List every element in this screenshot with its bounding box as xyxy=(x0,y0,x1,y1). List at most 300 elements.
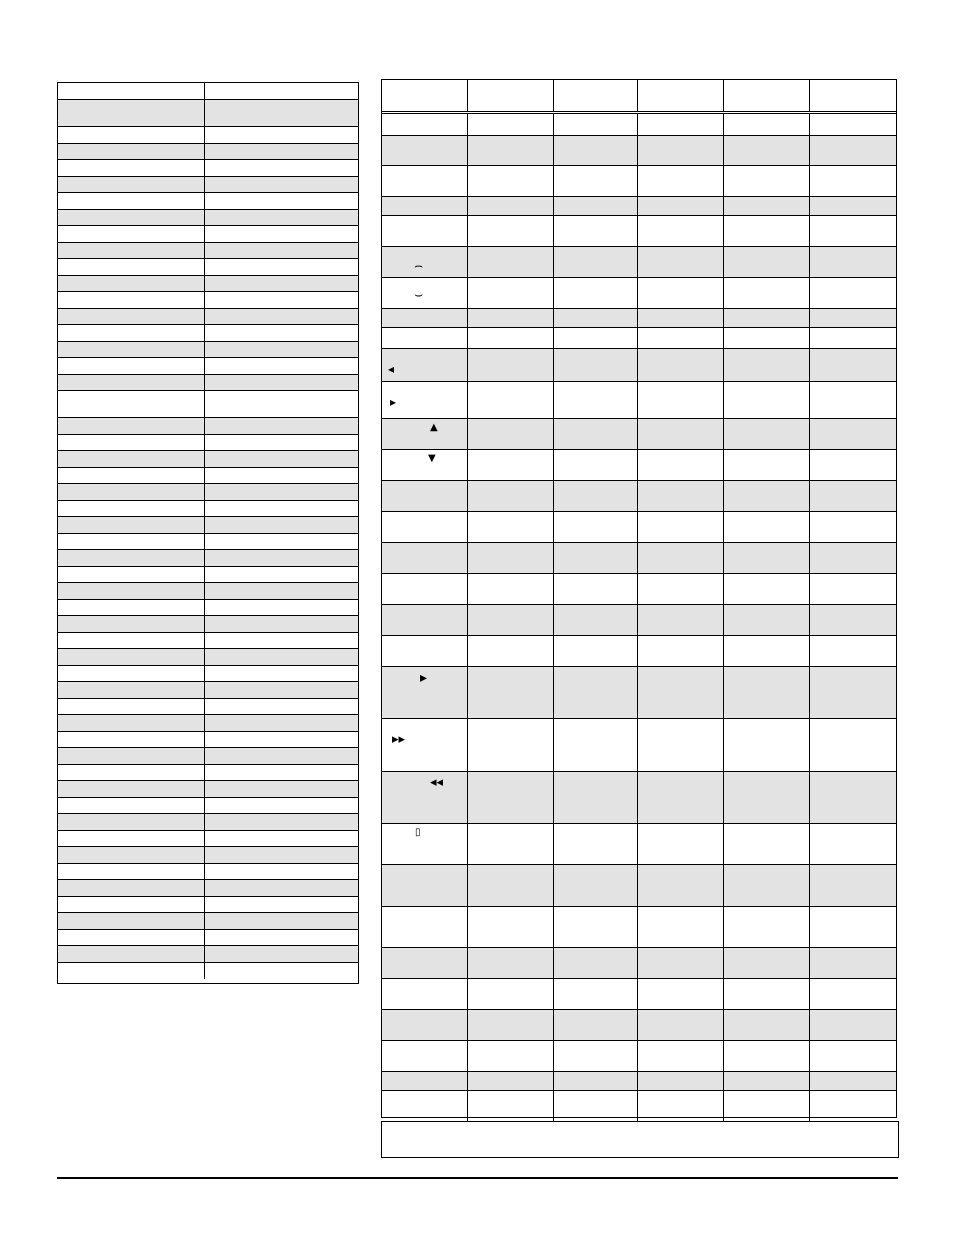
right-table-cell xyxy=(810,772,895,823)
right-table-header-cell xyxy=(638,80,724,111)
right-table-cell xyxy=(554,450,638,480)
left-table-value-cell xyxy=(205,210,358,225)
right-table-cell xyxy=(724,1010,810,1040)
right-table-cell xyxy=(554,772,638,823)
right-table-cell xyxy=(554,114,638,135)
right-table-cell xyxy=(382,1091,468,1121)
right-table-cell xyxy=(724,772,810,823)
right-table-row xyxy=(382,605,896,636)
right-table-row xyxy=(382,114,896,136)
left-table-code-cell xyxy=(58,633,205,648)
left-table-row xyxy=(58,699,358,715)
right-table-cell xyxy=(638,278,724,308)
right-table-cell xyxy=(638,772,724,823)
right-table-cell xyxy=(638,114,724,135)
right-table-cell xyxy=(724,1091,810,1121)
right-table-row xyxy=(382,719,896,772)
left-table-row xyxy=(58,292,358,309)
right-table-cell xyxy=(638,247,724,277)
left-table-row xyxy=(58,633,358,649)
left-table-code-cell xyxy=(58,946,205,962)
left-table-value-cell xyxy=(205,682,358,698)
left-table-value-cell xyxy=(205,666,358,681)
right-table-cell xyxy=(468,1041,554,1071)
right-table-cell xyxy=(638,1041,724,1071)
left-table-value-cell xyxy=(205,913,358,929)
left-table-value-cell xyxy=(205,930,358,945)
right-table-cell xyxy=(638,1072,724,1090)
left-table-row xyxy=(58,666,358,682)
right-table-cell xyxy=(724,605,810,635)
right-table-cell xyxy=(724,865,810,906)
left-table-code-cell xyxy=(58,468,205,483)
right-table-cell xyxy=(810,824,895,864)
left-table-code-cell xyxy=(58,342,205,357)
right-table-row xyxy=(382,450,896,481)
right-table-cell xyxy=(468,349,554,381)
left-table-value-cell xyxy=(205,831,358,846)
right-table-cell xyxy=(724,481,810,511)
left-table-value-cell xyxy=(205,798,358,813)
left-table-code-cell xyxy=(58,517,205,533)
left-table-code-cell xyxy=(58,177,205,192)
right-table-cell xyxy=(382,948,468,978)
left-table-code-cell xyxy=(58,699,205,714)
left-table-code-cell xyxy=(58,765,205,780)
right-table-cell xyxy=(810,907,895,947)
right-table-row xyxy=(382,349,896,382)
left-table-value-cell xyxy=(205,567,358,582)
right-table-cell xyxy=(554,1010,638,1040)
left-table-value-cell xyxy=(205,501,358,516)
left-table-value-cell xyxy=(205,814,358,830)
right-table-cell xyxy=(724,512,810,542)
right-table-cell xyxy=(468,309,554,327)
left-table-value-cell xyxy=(205,193,358,209)
right-table-cell xyxy=(554,543,638,573)
right-table-cell xyxy=(638,197,724,215)
right-table-cell xyxy=(724,197,810,215)
left-table-value-cell xyxy=(205,144,358,159)
left-table-code-cell xyxy=(58,814,205,830)
right-table-cell xyxy=(638,328,724,348)
left-table-value-cell xyxy=(205,946,358,962)
right-table-cell xyxy=(554,166,638,196)
right-table-row xyxy=(382,948,896,979)
left-table-code-cell xyxy=(58,897,205,912)
left-table-code-cell xyxy=(58,567,205,582)
right-table-row xyxy=(382,166,896,197)
right-table-row xyxy=(382,481,896,512)
right-table-cell xyxy=(638,907,724,947)
left-table-row xyxy=(58,682,358,699)
right-table-cell xyxy=(810,605,895,635)
left-table-code-cell xyxy=(58,583,205,599)
right-table-cell xyxy=(468,328,554,348)
left-table-row xyxy=(58,243,358,259)
left-table-row xyxy=(58,451,358,468)
left-table-code-cell xyxy=(58,715,205,731)
right-table-cell xyxy=(382,824,468,864)
right-table-cell xyxy=(638,349,724,381)
right-table-cell xyxy=(638,979,724,1009)
left-table-row xyxy=(58,309,358,325)
right-table-cell xyxy=(554,1091,638,1121)
left-code-table xyxy=(57,82,359,984)
right-table-cell xyxy=(468,216,554,246)
right-table-cell xyxy=(382,512,468,542)
left-table-code-cell xyxy=(58,160,205,176)
left-table-row xyxy=(58,798,358,814)
left-arrow-icon: ◂ xyxy=(388,362,395,376)
right-table-cell xyxy=(724,1041,810,1071)
right-table-cell xyxy=(810,349,895,381)
left-table-row xyxy=(58,177,358,193)
right-table-cell xyxy=(638,574,724,604)
left-table-value-cell xyxy=(205,897,358,912)
right-table-cell xyxy=(382,197,468,215)
right-table-cell xyxy=(468,136,554,165)
right-table-cell xyxy=(468,278,554,308)
left-table-value-cell xyxy=(205,468,358,483)
left-table-row xyxy=(58,468,358,484)
right-table-row xyxy=(382,1041,896,1072)
left-table-code-cell xyxy=(58,913,205,929)
right-table-cell xyxy=(382,114,468,135)
left-table-code-cell xyxy=(58,259,205,275)
right-table-row xyxy=(382,1091,896,1121)
right-table-cell xyxy=(554,197,638,215)
right-table-cell xyxy=(468,166,554,196)
right-table-cell xyxy=(638,216,724,246)
left-table-value-cell xyxy=(205,325,358,341)
left-table-row xyxy=(58,342,358,358)
chevron-down-icon: ⌣ xyxy=(414,287,424,303)
right-table-cell xyxy=(724,543,810,573)
left-table-code-cell xyxy=(58,732,205,747)
right-table-cell xyxy=(724,1072,810,1090)
right-table-cell xyxy=(724,349,810,381)
left-table-code-cell xyxy=(58,243,205,258)
right-table-cell xyxy=(554,382,638,418)
right-table-cell xyxy=(724,247,810,277)
right-table-cell xyxy=(638,166,724,196)
right-table-cell xyxy=(382,865,468,906)
left-table-row xyxy=(58,534,358,550)
right-table-cell xyxy=(554,948,638,978)
left-table-value-cell xyxy=(205,534,358,549)
left-table-row xyxy=(58,501,358,517)
left-table-row xyxy=(58,567,358,583)
right-table-row xyxy=(382,543,896,574)
right-table-cell xyxy=(554,979,638,1009)
left-table-row xyxy=(58,963,358,979)
right-table-cell xyxy=(382,543,468,573)
right-table-cell xyxy=(468,382,554,418)
footer-rule xyxy=(57,1177,898,1179)
right-function-table xyxy=(381,79,897,1118)
right-table-cell xyxy=(554,636,638,666)
left-table-code-cell xyxy=(58,210,205,225)
left-table-code-cell xyxy=(58,963,205,979)
left-table-value-cell xyxy=(205,715,358,731)
right-table-cell xyxy=(382,382,468,418)
right-table-cell xyxy=(382,309,468,327)
left-table-row xyxy=(58,484,358,501)
right-table-row xyxy=(382,772,896,824)
left-table-row xyxy=(58,391,358,418)
right-table-cell xyxy=(724,216,810,246)
right-table-cell xyxy=(638,824,724,864)
right-table-cell xyxy=(724,824,810,864)
left-table-value-cell xyxy=(205,309,358,324)
right-table-cell xyxy=(638,481,724,511)
right-table-cell xyxy=(382,1072,468,1090)
left-table-value-cell xyxy=(205,375,358,390)
left-table-value-cell xyxy=(205,765,358,780)
right-table-cell xyxy=(724,907,810,947)
left-table-value-cell xyxy=(205,358,358,374)
right-table-cell xyxy=(638,667,724,718)
left-table-value-cell xyxy=(205,616,358,632)
left-table-value-cell xyxy=(205,418,358,434)
right-table-row xyxy=(382,574,896,605)
right-table-cell xyxy=(382,1041,468,1071)
left-table-code-cell xyxy=(58,501,205,516)
down-triangle-icon: ▼ xyxy=(428,453,436,464)
note-box xyxy=(381,1121,899,1158)
left-table-value-cell xyxy=(205,748,358,764)
right-table-row xyxy=(382,1072,896,1091)
right-table-cell xyxy=(810,328,895,348)
left-table-row xyxy=(58,375,358,391)
right-table-cell xyxy=(468,772,554,823)
right-table-cell xyxy=(554,865,638,906)
right-table-row xyxy=(382,979,896,1010)
right-table-cell xyxy=(468,197,554,215)
right-table-cell xyxy=(468,907,554,947)
right-table-cell xyxy=(638,136,724,165)
left-table-code-cell xyxy=(58,391,205,417)
right-table-cell xyxy=(554,719,638,771)
right-table-cell xyxy=(638,512,724,542)
left-table-row xyxy=(58,127,358,144)
left-table-code-cell xyxy=(58,276,205,291)
right-table-cell xyxy=(382,278,468,308)
right-table-cell xyxy=(810,114,895,135)
left-table-value-cell xyxy=(205,880,358,896)
right-table-cell xyxy=(382,636,468,666)
right-table-cell xyxy=(554,309,638,327)
left-table-code-cell xyxy=(58,550,205,566)
left-table-value-cell xyxy=(205,276,358,291)
right-table-row xyxy=(382,907,896,948)
right-table-row xyxy=(382,1010,896,1041)
right-table-cell xyxy=(810,197,895,215)
left-table-row xyxy=(58,226,358,243)
right-table-cell xyxy=(382,907,468,947)
left-table-row xyxy=(58,847,358,864)
right-table-row xyxy=(382,824,896,865)
right-table-cell xyxy=(554,136,638,165)
right-table-cell xyxy=(554,1072,638,1090)
left-table-row xyxy=(58,144,358,160)
left-table-value-cell xyxy=(205,100,358,126)
left-table-code-cell xyxy=(58,375,205,390)
left-table-row xyxy=(58,732,358,748)
right-table-cell xyxy=(810,216,895,246)
left-table-code-cell xyxy=(58,358,205,374)
right-table-cell xyxy=(468,481,554,511)
left-table-row xyxy=(58,550,358,567)
left-table-row xyxy=(58,583,358,600)
right-table-cell xyxy=(724,278,810,308)
right-table-cell xyxy=(382,349,468,381)
left-table-value-cell xyxy=(205,83,358,99)
right-table-cell xyxy=(382,166,468,196)
left-table-code-cell xyxy=(58,847,205,863)
right-table-row xyxy=(382,636,896,667)
left-table-row xyxy=(58,435,358,451)
right-table-row xyxy=(382,216,896,247)
left-table-code-cell xyxy=(58,534,205,549)
left-table-value-cell xyxy=(205,600,358,615)
left-table-value-cell xyxy=(205,864,358,879)
right-table-cell xyxy=(810,136,895,165)
right-table-row xyxy=(382,328,896,349)
right-table-cell xyxy=(810,1072,895,1090)
right-table-cell xyxy=(810,481,895,511)
left-table-row xyxy=(58,897,358,913)
left-table-value-cell xyxy=(205,391,358,417)
left-table-code-cell xyxy=(58,864,205,879)
right-table-row xyxy=(382,419,896,450)
right-table-cell xyxy=(724,309,810,327)
right-table-cell xyxy=(382,605,468,635)
fast-forward-icon: ▸▸ xyxy=(392,732,406,747)
left-table-value-cell xyxy=(205,781,358,797)
left-table-code-cell xyxy=(58,83,205,99)
left-table-row xyxy=(58,715,358,732)
left-table-row xyxy=(58,193,358,210)
right-table-row xyxy=(382,278,896,309)
left-table-code-cell xyxy=(58,451,205,467)
right-table-cell xyxy=(724,636,810,666)
left-table-code-cell xyxy=(58,292,205,308)
right-table-cell xyxy=(382,481,468,511)
right-table-cell xyxy=(382,772,468,823)
left-table-code-cell xyxy=(58,798,205,813)
left-table-row xyxy=(58,616,358,633)
left-table-value-cell xyxy=(205,292,358,308)
right-table-cell xyxy=(724,948,810,978)
right-table-cell xyxy=(468,636,554,666)
right-table-cell xyxy=(638,719,724,771)
left-table-code-cell xyxy=(58,226,205,242)
left-table-row xyxy=(58,325,358,342)
right-table-cell xyxy=(554,574,638,604)
left-table-code-cell xyxy=(58,325,205,341)
left-table-value-cell xyxy=(205,517,358,533)
left-table-code-cell xyxy=(58,666,205,681)
left-table-code-cell xyxy=(58,616,205,632)
right-table-cell xyxy=(382,450,468,480)
left-table-code-cell xyxy=(58,880,205,896)
right-table-cell xyxy=(468,543,554,573)
right-table-cell xyxy=(724,114,810,135)
left-table-row xyxy=(58,765,358,781)
right-table-cell xyxy=(468,114,554,135)
right-table-cell xyxy=(382,667,468,718)
left-table-code-cell xyxy=(58,144,205,159)
left-table-row xyxy=(58,418,358,435)
left-table-value-cell xyxy=(205,177,358,192)
right-table-cell xyxy=(810,543,895,573)
right-table-cell xyxy=(382,979,468,1009)
left-table-value-cell xyxy=(205,633,358,648)
left-table-code-cell xyxy=(58,781,205,797)
left-table-value-cell xyxy=(205,342,358,357)
right-table-cell xyxy=(638,450,724,480)
left-table-value-cell xyxy=(205,732,358,747)
left-table-row xyxy=(58,864,358,880)
left-table-code-cell xyxy=(58,435,205,450)
right-table-cell xyxy=(810,574,895,604)
left-table-row xyxy=(58,831,358,847)
right-table-cell xyxy=(810,636,895,666)
left-table-value-cell xyxy=(205,963,358,979)
pause-icon: ▯ xyxy=(415,827,421,838)
left-table-value-cell xyxy=(205,243,358,258)
right-table-cell xyxy=(810,166,895,196)
right-table-cell xyxy=(810,865,895,906)
left-table-row xyxy=(58,358,358,375)
left-table-code-cell xyxy=(58,682,205,698)
right-table-cell xyxy=(810,419,895,449)
right-table-header-cell xyxy=(810,80,895,111)
right-table-cell xyxy=(810,512,895,542)
right-table-header-cell xyxy=(724,80,810,111)
left-table-value-cell xyxy=(205,550,358,566)
right-table-row xyxy=(382,512,896,543)
right-table-cell xyxy=(554,1041,638,1071)
right-table-cell xyxy=(554,247,638,277)
right-table-cell xyxy=(810,450,895,480)
right-table-cell xyxy=(810,1010,895,1040)
right-table-cell xyxy=(724,979,810,1009)
right-table-cell xyxy=(468,1010,554,1040)
right-table-cell xyxy=(382,216,468,246)
right-table-cell xyxy=(724,419,810,449)
right-table-cell xyxy=(810,1041,895,1071)
right-table-cell xyxy=(724,166,810,196)
right-table-cell xyxy=(554,328,638,348)
left-table-code-cell xyxy=(58,831,205,846)
left-table-row xyxy=(58,913,358,930)
right-table-row xyxy=(382,382,896,419)
left-table-value-cell xyxy=(205,699,358,714)
right-table-cell xyxy=(468,247,554,277)
left-table-code-cell xyxy=(58,100,205,126)
right-table-cell xyxy=(810,979,895,1009)
right-table-header-cell xyxy=(468,80,554,111)
right-table-cell xyxy=(554,512,638,542)
right-table-cell xyxy=(810,247,895,277)
right-table-cell xyxy=(724,450,810,480)
left-table-row xyxy=(58,259,358,276)
chevron-up-icon: ⌢ xyxy=(414,258,424,274)
right-table-cell xyxy=(468,574,554,604)
